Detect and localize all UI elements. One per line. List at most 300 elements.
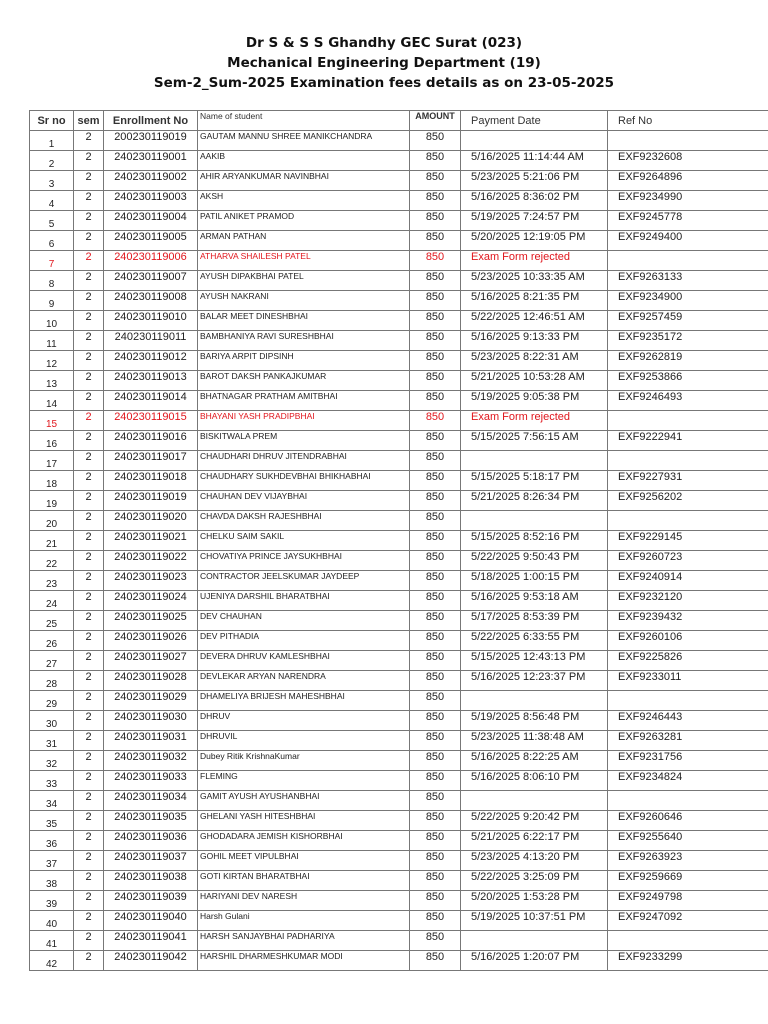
cell-sem: 2 xyxy=(74,771,104,791)
cell-sem: 2 xyxy=(74,371,104,391)
cell-student-name: CHOVATIYA PRINCE JAYSUKHBHAI xyxy=(198,551,410,571)
cell-sem: 2 xyxy=(74,611,104,631)
cell-enrollment-no: 240230119017 xyxy=(104,451,198,471)
cell-payment-date: 5/19/2025 8:56:48 PM xyxy=(461,711,608,731)
cell-payment-date: 5/21/2025 10:53:28 AM xyxy=(461,371,608,391)
cell-sr-no: 35 xyxy=(30,811,74,831)
cell-student-name: DHRUV xyxy=(198,711,410,731)
cell-sem: 2 xyxy=(74,251,104,271)
cell-enrollment-no: 240230119003 xyxy=(104,191,198,211)
cell-enrollment-no: 240230119039 xyxy=(104,891,198,911)
cell-payment-date: 5/16/2025 8:36:02 PM xyxy=(461,191,608,211)
cell-ref-no: EXF9229145 xyxy=(608,531,768,551)
col-header-name: Name of student xyxy=(198,111,410,131)
cell-payment-date: 5/23/2025 4:13:20 PM xyxy=(461,851,608,871)
cell-ref-no xyxy=(608,691,768,711)
cell-student-name: GAMIT AYUSH AYUSHANBHAI xyxy=(198,791,410,811)
cell-enrollment-no: 240230119040 xyxy=(104,911,198,931)
table-row xyxy=(30,871,768,891)
cell-payment-date: 5/15/2025 12:43:13 PM xyxy=(461,651,608,671)
cell-sr-no: 23 xyxy=(30,571,74,591)
cell-payment-date xyxy=(461,131,608,151)
cell-student-name: CONTRACTOR JEELSKUMAR JAYDEEP xyxy=(198,571,410,591)
table-row xyxy=(30,171,768,191)
cell-sr-no: 21 xyxy=(30,531,74,551)
cell-enrollment-no: 240230119021 xyxy=(104,531,198,551)
cell-ref-no: EXF9245778 xyxy=(608,211,768,231)
cell-amount: 850 xyxy=(410,471,461,491)
cell-ref-no: EXF9249798 xyxy=(608,891,768,911)
cell-student-name: ARMAN PATHAN xyxy=(198,231,410,251)
cell-amount: 850 xyxy=(410,231,461,251)
cell-enrollment-no: 240230119038 xyxy=(104,871,198,891)
cell-sem: 2 xyxy=(74,831,104,851)
cell-payment-date: 5/16/2025 11:14:44 AM xyxy=(461,151,608,171)
table-row xyxy=(30,311,768,331)
cell-student-name: DHAMELIYA BRIJESH MAHESHBHAI xyxy=(198,691,410,711)
cell-payment-date: 5/16/2025 12:23:37 PM xyxy=(461,671,608,691)
cell-enrollment-no: 240230119029 xyxy=(104,691,198,711)
cell-amount: 850 xyxy=(410,391,461,411)
cell-amount: 850 xyxy=(410,891,461,911)
cell-sr-no: 20 xyxy=(30,511,74,531)
cell-sr-no: 1 xyxy=(30,131,74,151)
cell-ref-no xyxy=(608,251,768,271)
cell-sem: 2 xyxy=(74,451,104,471)
cell-amount: 850 xyxy=(410,451,461,471)
cell-ref-no: EXF9262819 xyxy=(608,351,768,371)
cell-sem: 2 xyxy=(74,351,104,371)
cell-amount: 850 xyxy=(410,691,461,711)
cell-payment-date: 5/19/2025 10:37:51 PM xyxy=(461,911,608,931)
cell-student-name: AAKIB xyxy=(198,151,410,171)
cell-ref-no: EXF9260106 xyxy=(608,631,768,651)
cell-sr-no: 18 xyxy=(30,471,74,491)
cell-sem: 2 xyxy=(74,751,104,771)
cell-amount: 850 xyxy=(410,551,461,571)
cell-sem: 2 xyxy=(74,571,104,591)
cell-amount: 850 xyxy=(410,171,461,191)
cell-student-name: AHIR ARYANKUMAR NAVINBHAI xyxy=(198,171,410,191)
cell-ref-no: EXF9233299 xyxy=(608,951,768,971)
cell-ref-no: EXF9234824 xyxy=(608,771,768,791)
cell-sem: 2 xyxy=(74,151,104,171)
cell-amount: 850 xyxy=(410,271,461,291)
cell-amount: 850 xyxy=(410,571,461,591)
cell-student-name: ATHARVA SHAILESH PATEL xyxy=(198,251,410,271)
cell-sem: 2 xyxy=(74,671,104,691)
cell-student-name: CHAUHAN DEV VIJAYBHAI xyxy=(198,491,410,511)
cell-ref-no: EXF9255640 xyxy=(608,831,768,851)
cell-sr-no: 31 xyxy=(30,731,74,751)
cell-ref-no xyxy=(608,511,768,531)
cell-sem: 2 xyxy=(74,711,104,731)
col-header-sem: sem xyxy=(74,111,104,131)
cell-enrollment-no: 240230119042 xyxy=(104,951,198,971)
cell-student-name: HARIYANI DEV NARESH xyxy=(198,891,410,911)
cell-sr-no: 27 xyxy=(30,651,74,671)
cell-ref-no: EXF9225826 xyxy=(608,651,768,671)
cell-payment-date: 5/18/2025 1:00:15 PM xyxy=(461,571,608,591)
cell-amount: 850 xyxy=(410,311,461,331)
cell-sr-no: 4 xyxy=(30,191,74,211)
cell-sr-no: 7 xyxy=(30,251,74,271)
table-row xyxy=(30,631,768,651)
cell-enrollment-no: 200230119019 xyxy=(104,131,198,151)
table-row xyxy=(30,591,768,611)
cell-payment-date: 5/22/2025 6:33:55 PM xyxy=(461,631,608,651)
table-row xyxy=(30,731,768,751)
cell-sr-no: 26 xyxy=(30,631,74,651)
cell-student-name: GOTI KIRTAN BHARATBHAI xyxy=(198,871,410,891)
cell-student-name: DEVERA DHRUV KAMLESHBHAI xyxy=(198,651,410,671)
table-row xyxy=(30,571,768,591)
cell-ref-no: EXF9260723 xyxy=(608,551,768,571)
cell-ref-no: EXF9257459 xyxy=(608,311,768,331)
cell-payment-date: 5/20/2025 12:19:05 PM xyxy=(461,231,608,251)
cell-sr-no: 41 xyxy=(30,931,74,951)
cell-payment-date: 5/16/2025 9:13:33 PM xyxy=(461,331,608,351)
table-row xyxy=(30,351,768,371)
cell-sem: 2 xyxy=(74,231,104,251)
col-header-ref-no: Ref No xyxy=(608,111,768,131)
cell-amount: 850 xyxy=(410,911,461,931)
col-header-enrollment: Enrollment No xyxy=(104,111,198,131)
cell-payment-date: Exam Form rejected xyxy=(461,411,608,431)
cell-enrollment-no: 240230119025 xyxy=(104,611,198,631)
cell-amount: 850 xyxy=(410,831,461,851)
cell-payment-date: 5/16/2025 8:22:25 AM xyxy=(461,751,608,771)
cell-sr-no: 28 xyxy=(30,671,74,691)
table-row xyxy=(30,151,768,171)
cell-ref-no: EXF9234990 xyxy=(608,191,768,211)
cell-sr-no: 39 xyxy=(30,891,74,911)
cell-student-name: DHRUVIL xyxy=(198,731,410,751)
cell-payment-date: 5/22/2025 9:20:42 PM xyxy=(461,811,608,831)
table-row xyxy=(30,491,768,511)
cell-payment-date xyxy=(461,511,608,531)
cell-student-name: DEV PITHADIA xyxy=(198,631,410,651)
cell-sem: 2 xyxy=(74,911,104,931)
cell-student-name: CHAUDHARI DHRUV JITENDRABHAI xyxy=(198,451,410,471)
cell-payment-date: 5/19/2025 9:05:38 PM xyxy=(461,391,608,411)
cell-sem: 2 xyxy=(74,391,104,411)
cell-sr-no: 13 xyxy=(30,371,74,391)
cell-student-name: BISKITWALA PREM xyxy=(198,431,410,451)
cell-amount: 850 xyxy=(410,671,461,691)
cell-sem: 2 xyxy=(74,951,104,971)
cell-sr-no: 8 xyxy=(30,271,74,291)
table-row xyxy=(30,851,768,871)
cell-payment-date: 5/23/2025 10:33:35 AM xyxy=(461,271,608,291)
cell-payment-date xyxy=(461,791,608,811)
cell-sem: 2 xyxy=(74,511,104,531)
cell-payment-date xyxy=(461,931,608,951)
cell-enrollment-no: 240230119024 xyxy=(104,591,198,611)
cell-enrollment-no: 240230119031 xyxy=(104,731,198,751)
table-row xyxy=(30,211,768,231)
cell-enrollment-no: 240230119028 xyxy=(104,671,198,691)
cell-enrollment-no: 240230119037 xyxy=(104,851,198,871)
cell-sem: 2 xyxy=(74,691,104,711)
table-row xyxy=(30,671,768,691)
cell-payment-date: 5/21/2025 8:26:34 PM xyxy=(461,491,608,511)
cell-sem: 2 xyxy=(74,331,104,351)
table-row xyxy=(30,791,768,811)
table-row xyxy=(30,191,768,211)
cell-payment-date: 5/20/2025 1:53:28 PM xyxy=(461,891,608,911)
cell-ref-no: EXF9240914 xyxy=(608,571,768,591)
cell-ref-no xyxy=(608,791,768,811)
cell-enrollment-no: 240230119023 xyxy=(104,571,198,591)
cell-amount: 850 xyxy=(410,331,461,351)
report-title: Sem-2_Sum-2025 Examination fees details as on 23-05-2025 xyxy=(153,75,615,91)
cell-student-name: HARSHIL DHARMESHKUMAR MODI xyxy=(198,951,410,971)
cell-payment-date: 5/23/2025 11:38:48 AM xyxy=(461,731,608,751)
cell-student-name: GOHIL MEET VIPULBHAI xyxy=(198,851,410,871)
cell-payment-date: 5/22/2025 3:25:09 PM xyxy=(461,871,608,891)
cell-amount: 850 xyxy=(410,431,461,451)
table-row xyxy=(30,611,768,631)
cell-sem: 2 xyxy=(74,431,104,451)
cell-student-name: DEVLEKAR ARYAN NARENDRA xyxy=(198,671,410,691)
cell-student-name: BALAR MEET DINESHBHAI xyxy=(198,311,410,331)
cell-payment-date: 5/16/2025 1:20:07 PM xyxy=(461,951,608,971)
cell-ref-no: EXF9233011 xyxy=(608,671,768,691)
document-header xyxy=(0,33,768,93)
cell-sr-no: 17 xyxy=(30,451,74,471)
cell-sr-no: 38 xyxy=(30,871,74,891)
cell-sem: 2 xyxy=(74,411,104,431)
cell-ref-no: EXF9227931 xyxy=(608,471,768,491)
table-body xyxy=(30,131,768,971)
cell-student-name: UJENIYA DARSHIL BHARATBHAI xyxy=(198,591,410,611)
cell-enrollment-no: 240230119015 xyxy=(104,411,198,431)
cell-sr-no: 22 xyxy=(30,551,74,571)
cell-amount: 850 xyxy=(410,851,461,871)
cell-payment-date: 5/17/2025 8:53:39 PM xyxy=(461,611,608,631)
cell-sem: 2 xyxy=(74,211,104,231)
cell-student-name: HARSH SANJAYBHAI PADHARIYA xyxy=(198,931,410,951)
col-header-sr-no: Sr no xyxy=(30,111,74,131)
cell-sr-no: 16 xyxy=(30,431,74,451)
cell-sr-no: 42 xyxy=(30,951,74,971)
cell-enrollment-no: 240230119026 xyxy=(104,631,198,651)
cell-amount: 850 xyxy=(410,351,461,371)
cell-amount: 850 xyxy=(410,791,461,811)
cell-ref-no xyxy=(608,131,768,151)
cell-student-name: BAMBHANIYA RAVI SURESHBHAI xyxy=(198,331,410,351)
table-row xyxy=(30,231,768,251)
table-row xyxy=(30,331,768,351)
table-row xyxy=(30,751,768,771)
cell-student-name: CHELKU SAIM SAKIL xyxy=(198,531,410,551)
cell-payment-date: 5/23/2025 5:21:06 PM xyxy=(461,171,608,191)
cell-sr-no: 9 xyxy=(30,291,74,311)
cell-sr-no: 34 xyxy=(30,791,74,811)
cell-payment-date: Exam Form rejected xyxy=(461,251,608,271)
cell-enrollment-no: 240230119019 xyxy=(104,491,198,511)
cell-amount: 850 xyxy=(410,491,461,511)
cell-student-name: FLEMING xyxy=(198,771,410,791)
table-row xyxy=(30,651,768,671)
cell-amount: 850 xyxy=(410,651,461,671)
cell-student-name: AKSH xyxy=(198,191,410,211)
cell-sem: 2 xyxy=(74,311,104,331)
cell-student-name: BAROT DAKSH PANKAJKUMAR xyxy=(198,371,410,391)
table-row xyxy=(30,891,768,911)
cell-payment-date: 5/23/2025 8:22:31 AM xyxy=(461,351,608,371)
cell-enrollment-no: 240230119018 xyxy=(104,471,198,491)
cell-ref-no: EXF9239432 xyxy=(608,611,768,631)
cell-sem: 2 xyxy=(74,131,104,151)
cell-sr-no: 12 xyxy=(30,351,74,371)
cell-ref-no: EXF9259669 xyxy=(608,871,768,891)
cell-student-name: BARIYA ARPIT DIPSINH xyxy=(198,351,410,371)
cell-student-name: PATIL ANIKET PRAMOD xyxy=(198,211,410,231)
cell-enrollment-no: 240230119034 xyxy=(104,791,198,811)
cell-sr-no: 15 xyxy=(30,411,74,431)
cell-enrollment-no: 240230119036 xyxy=(104,831,198,851)
cell-amount: 850 xyxy=(410,151,461,171)
cell-sr-no: 32 xyxy=(30,751,74,771)
table-header-row xyxy=(30,111,768,131)
cell-payment-date: 5/22/2025 12:46:51 AM xyxy=(461,311,608,331)
cell-sr-no: 3 xyxy=(30,171,74,191)
table-row xyxy=(30,831,768,851)
cell-amount: 850 xyxy=(410,631,461,651)
cell-enrollment-no: 240230119016 xyxy=(104,431,198,451)
cell-ref-no: EXF9231756 xyxy=(608,751,768,771)
cell-payment-date: 5/16/2025 8:06:10 PM xyxy=(461,771,608,791)
cell-amount: 850 xyxy=(410,531,461,551)
cell-ref-no xyxy=(608,411,768,431)
cell-sem: 2 xyxy=(74,531,104,551)
cell-enrollment-no: 240230119041 xyxy=(104,931,198,951)
cell-sem: 2 xyxy=(74,291,104,311)
table-row xyxy=(30,291,768,311)
cell-sem: 2 xyxy=(74,891,104,911)
table-row xyxy=(30,711,768,731)
cell-amount: 850 xyxy=(410,191,461,211)
cell-ref-no: EXF9246493 xyxy=(608,391,768,411)
cell-payment-date: 5/21/2025 6:22:17 PM xyxy=(461,831,608,851)
cell-sem: 2 xyxy=(74,871,104,891)
cell-enrollment-no: 240230119008 xyxy=(104,291,198,311)
cell-enrollment-no: 240230119012 xyxy=(104,351,198,371)
cell-enrollment-no: 240230119014 xyxy=(104,391,198,411)
table-row xyxy=(30,691,768,711)
cell-student-name: DEV CHAUHAN xyxy=(198,611,410,631)
cell-enrollment-no: 240230119004 xyxy=(104,211,198,231)
cell-enrollment-no: 240230119013 xyxy=(104,371,198,391)
cell-amount: 850 xyxy=(410,751,461,771)
cell-ref-no xyxy=(608,451,768,471)
cell-sem: 2 xyxy=(74,731,104,751)
table-row xyxy=(30,391,768,411)
cell-ref-no xyxy=(608,931,768,951)
cell-sr-no: 36 xyxy=(30,831,74,851)
cell-sr-no: 29 xyxy=(30,691,74,711)
table-row xyxy=(30,451,768,471)
table-row xyxy=(30,411,768,431)
cell-ref-no: EXF9222941 xyxy=(608,431,768,451)
cell-ref-no: EXF9263923 xyxy=(608,851,768,871)
cell-sr-no: 14 xyxy=(30,391,74,411)
cell-sem: 2 xyxy=(74,171,104,191)
cell-ref-no: EXF9263281 xyxy=(608,731,768,751)
cell-ref-no: EXF9247092 xyxy=(608,911,768,931)
cell-sr-no: 33 xyxy=(30,771,74,791)
cell-amount: 850 xyxy=(410,211,461,231)
cell-ref-no: EXF9235172 xyxy=(608,331,768,351)
cell-enrollment-no: 240230119032 xyxy=(104,751,198,771)
cell-sem: 2 xyxy=(74,931,104,951)
cell-sr-no: 2 xyxy=(30,151,74,171)
cell-sr-no: 24 xyxy=(30,591,74,611)
cell-amount: 850 xyxy=(410,291,461,311)
cell-ref-no: EXF9264896 xyxy=(608,171,768,191)
cell-payment-date: 5/15/2025 7:56:15 AM xyxy=(461,431,608,451)
cell-payment-date: 5/15/2025 5:18:17 PM xyxy=(461,471,608,491)
cell-enrollment-no: 240230119035 xyxy=(104,811,198,831)
cell-student-name: BHAYANI YASH PRADIPBHAI xyxy=(198,411,410,431)
cell-enrollment-no: 240230119020 xyxy=(104,511,198,531)
cell-sem: 2 xyxy=(74,491,104,511)
department-title: Mechanical Engineering Department (19) xyxy=(227,55,541,71)
table-row xyxy=(30,271,768,291)
table-row xyxy=(30,471,768,491)
cell-ref-no: EXF9234900 xyxy=(608,291,768,311)
cell-student-name: BHATNAGAR PRATHAM AMITBHAI xyxy=(198,391,410,411)
table-row xyxy=(30,911,768,931)
cell-sem: 2 xyxy=(74,271,104,291)
cell-student-name: GAUTAM MANNU SHREE MANIKCHANDRA xyxy=(198,131,410,151)
cell-amount: 850 xyxy=(410,131,461,151)
cell-amount: 850 xyxy=(410,511,461,531)
cell-student-name: CHAVDA DAKSH RAJESHBHAI xyxy=(198,511,410,531)
cell-student-name: GHODADARA JEMISH KISHORBHAI xyxy=(198,831,410,851)
col-header-payment-date: Payment Date xyxy=(461,111,608,131)
cell-amount: 850 xyxy=(410,411,461,431)
cell-sem: 2 xyxy=(74,851,104,871)
cell-sr-no: 5 xyxy=(30,211,74,231)
cell-sr-no: 25 xyxy=(30,611,74,631)
table-row xyxy=(30,951,768,971)
cell-payment-date xyxy=(461,691,608,711)
cell-ref-no: EXF9232608 xyxy=(608,151,768,171)
cell-ref-no: EXF9246443 xyxy=(608,711,768,731)
cell-enrollment-no: 240230119030 xyxy=(104,711,198,731)
cell-sr-no: 37 xyxy=(30,851,74,871)
cell-sem: 2 xyxy=(74,631,104,651)
cell-payment-date: 5/15/2025 8:52:16 PM xyxy=(461,531,608,551)
cell-amount: 850 xyxy=(410,371,461,391)
cell-payment-date: 5/22/2025 9:50:43 PM xyxy=(461,551,608,571)
cell-payment-date xyxy=(461,451,608,471)
fees-table xyxy=(29,110,768,971)
cell-sr-no: 19 xyxy=(30,491,74,511)
cell-sem: 2 xyxy=(74,811,104,831)
cell-amount: 850 xyxy=(410,931,461,951)
cell-sem: 2 xyxy=(74,591,104,611)
cell-enrollment-no: 240230119033 xyxy=(104,771,198,791)
cell-sr-no: 10 xyxy=(30,311,74,331)
cell-enrollment-no: 240230119027 xyxy=(104,651,198,671)
table-row xyxy=(30,511,768,531)
cell-ref-no: EXF9256202 xyxy=(608,491,768,511)
cell-sr-no: 11 xyxy=(30,331,74,351)
